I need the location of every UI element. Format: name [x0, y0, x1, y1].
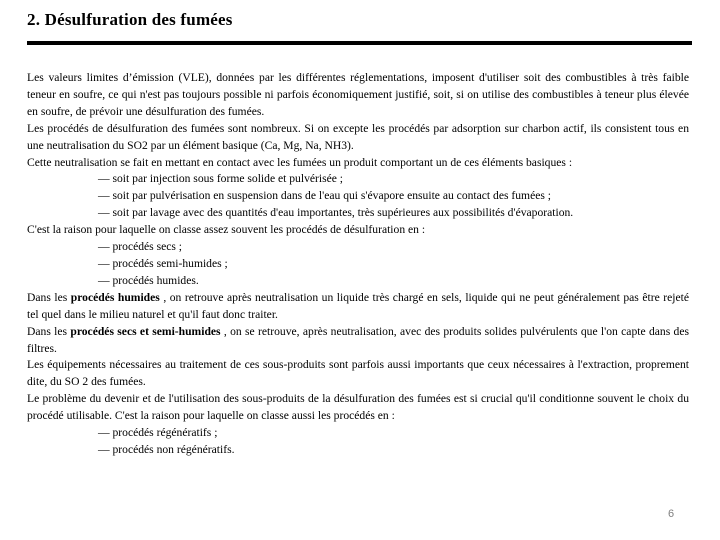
- list-item: — soit par pulvérisation en suspension dans de l'eau qui s'évapore ensuite au contact des fumées ;: [98, 189, 551, 203]
- paragraph-humides-pre: Dans les: [27, 290, 71, 304]
- paragraph-secs: [27, 324, 689, 358]
- list-item: — procédés non régénératifs.: [98, 442, 235, 456]
- paragraph-procedes: Les procédés de désulfuration des fumées sont nombreux. Si on excepte les procédés par adsorption sur charbon actif, ils consistent tous en une neutralisation du SO2 par un élément basique (Ca, Mg, Na, NH3).: [27, 121, 689, 152]
- title-divider: [27, 41, 692, 45]
- list-item: — soit par lavage avec des quantités d'eau importantes, très supérieures aux possibilités d'évaporation.: [98, 206, 574, 220]
- paragraph-sous-produits: Le problème du devenir et de l'utilisation des sous-produits de la désulfuration des fumées est si crucial qu'il conditionne souvent le choix du procédé utilisable. C'est la raison pour laquelle on classe aussi les procédés en :: [27, 392, 689, 423]
- list-item: — procédés humides.: [98, 273, 199, 287]
- paragraph-humides-post: , on retrouve après neutralisation un liquide très chargé en sels, liquide qui ne peut généralement pas être rejeté tel quel dans le milieu naturel et qu'il faut donc traiter.: [27, 290, 689, 321]
- paragraph-vle: Les valeurs limites d’émission (VLE), données par les différentes réglementations, imposent d'utiliser soit des combustibles à très faible teneur en soufre, ce qui n'est pas toujours possible ni parfois économiquement justifié, soit, si on utilise des combustibles à teneur plus élevée en soufre, de prévoir une désulfuration des fumées.: [27, 71, 689, 118]
- list-item: — procédés régénératifs ;: [98, 426, 218, 440]
- paragraph-humides: [27, 290, 689, 324]
- paragraph-secs-post: , on se retrouve, après neutralisation, avec des produits solides pulvérulents que l'on capte dans des filtres.: [27, 324, 689, 355]
- list-item: — soit par injection sous forme solide et pulvérisée ;: [98, 172, 344, 186]
- paragraph-equipements: Les équipements nécessaires au traitement de ces sous-produits sont parfois aussi importants que ceux nécessaires à l'extraction, proprement dite, du SO 2 des fumées.: [27, 358, 689, 389]
- bold-term-humides: procédés humides: [70, 290, 160, 304]
- paragraph-secs-pre: Dans les: [27, 324, 71, 338]
- list-item: — procédés semi-humides ;: [98, 256, 228, 270]
- paragraph-neutralisation: Cette neutralisation se fait en mettant en contact avec les fumées un produit comportant un de ces éléments basiques :: [27, 155, 573, 169]
- list-item: — procédés secs ;: [98, 240, 183, 254]
- page-title: 2. Désulfuration des fumées: [27, 10, 233, 29]
- paragraph-classification: C'est la raison pour laquelle on classe assez souvent les procédés de désulfuration en :: [27, 223, 426, 237]
- page-number: 6: [668, 508, 675, 520]
- body-text: [27, 70, 689, 459]
- bold-term-secs: procédés secs et semi-humides: [70, 324, 221, 338]
